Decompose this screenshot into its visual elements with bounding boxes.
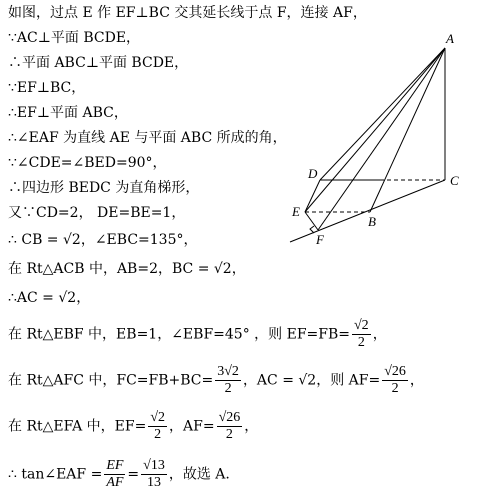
edge-AF bbox=[318, 48, 445, 230]
l14-pre: 在 Rt△AFC 中，FC=FB+BC= bbox=[8, 372, 214, 389]
l16-fraction-1 bbox=[104, 458, 125, 491]
l16-den2: 13 bbox=[147, 475, 161, 490]
edge-AD bbox=[320, 48, 445, 180]
line-6: ∴∠EAF 为直线 AE 与平面 ABC 所成的角， bbox=[8, 130, 287, 146]
l14-num1: 3√2 bbox=[217, 364, 239, 379]
l13-post: ， bbox=[372, 326, 387, 343]
l15-num1: √2 bbox=[150, 410, 166, 425]
line-3: ∴平面 ABC⊥平面 BCDE， bbox=[8, 55, 189, 71]
l16-den1: AF bbox=[106, 475, 124, 490]
label-C: C bbox=[450, 173, 459, 188]
line-15 bbox=[8, 410, 258, 443]
l15-mid: ，AF= bbox=[169, 418, 215, 435]
line-10: ∴ CB = √2，∠EBC=135°， bbox=[8, 232, 198, 248]
l15-post: ， bbox=[244, 418, 259, 435]
line-11: 在 Rt△ACB 中，AB=2，BC = √2， bbox=[8, 261, 246, 277]
line-13 bbox=[8, 318, 387, 351]
l13-pre: 在 Rt△EBF 中，EB=1，∠EBF=45° ，则 EF=FB= bbox=[8, 326, 350, 343]
right-angle-mark-F bbox=[310, 226, 314, 233]
l15-den1: 2 bbox=[154, 427, 162, 442]
l16-num2: √13 bbox=[143, 458, 165, 473]
l16-pre: ∴ tan∠EAF = bbox=[8, 466, 103, 483]
l13-fraction bbox=[352, 318, 371, 351]
l14-fraction-1 bbox=[215, 364, 241, 397]
l15-fraction-1 bbox=[148, 410, 167, 443]
l15-pre: 在 Rt△EFA 中，EF= bbox=[8, 418, 147, 435]
l13-den: 2 bbox=[357, 335, 365, 350]
line-1: 如图，过点 E 作 EF⊥BC 交其延长线于点 F，连接 AF， bbox=[8, 5, 367, 21]
l14-den1: 2 bbox=[224, 381, 232, 396]
line-12: ∴AC = √2， bbox=[8, 290, 91, 306]
l15-fraction-2 bbox=[217, 410, 243, 443]
line-16 bbox=[8, 458, 230, 491]
l16-post: ，故选 A. bbox=[168, 466, 230, 483]
l14-den2: 2 bbox=[391, 381, 399, 396]
line-5: ∴EF⊥平面 ABC， bbox=[8, 105, 128, 121]
l16-num1: EF bbox=[106, 458, 124, 473]
edge-AE bbox=[305, 48, 445, 212]
geometry-figure bbox=[280, 30, 480, 250]
label-F: F bbox=[316, 232, 324, 247]
line-14 bbox=[8, 364, 424, 397]
l14-mid: ，AC = √2，则 AF= bbox=[242, 372, 381, 389]
l13-num: √2 bbox=[354, 318, 369, 333]
label-D: D bbox=[308, 166, 318, 181]
label-E: E bbox=[292, 204, 300, 219]
l15-num2: √26 bbox=[218, 410, 241, 425]
edge-AB bbox=[370, 48, 445, 212]
l16-fraction-2 bbox=[141, 458, 167, 491]
line-9: 又∵CD=2， DE=BE=1， bbox=[8, 205, 186, 221]
line-4: ∵EF⊥BC， bbox=[8, 80, 86, 96]
label-A: A bbox=[446, 31, 454, 46]
l16-eq: = bbox=[127, 466, 140, 483]
edge-DE bbox=[305, 180, 320, 212]
line-8: ∴四边形 BEDC 为直角梯形， bbox=[8, 180, 200, 196]
l14-num2: √26 bbox=[384, 364, 406, 379]
line-7: ∵∠CDE=∠BED=90°， bbox=[8, 155, 167, 171]
l14-fraction-2 bbox=[382, 364, 408, 397]
l15-den2: 2 bbox=[225, 427, 233, 442]
label-B: B bbox=[368, 214, 376, 229]
l14-post: ， bbox=[409, 372, 424, 389]
line-2: ∵AC⊥平面 BCDE， bbox=[8, 30, 141, 46]
